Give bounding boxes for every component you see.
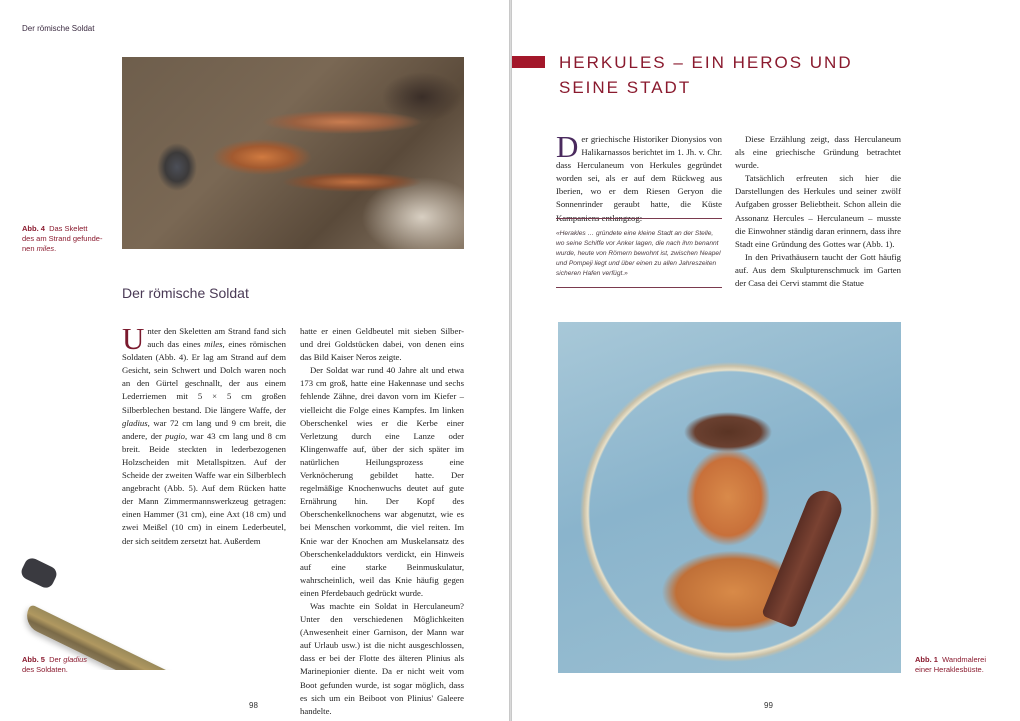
paragraph: Was machte ein Soldat in Herculaneum? Unter den verschiedenen Möglichkeiten (Anwesenheit einer Garnison, der Mann war auf Urlaub usw.) ist die nicht ausgeschlossen, dass er bei der Flotte des älteren Plinius als Marinepionier diente. Da er nicht weit vom Boot gefunden wurde, ist sogar möglich, dass es sich um ein Beiboot von Plinius' Galeere handelte. <box>300 600 464 716</box>
running-head: Der römische Soldat <box>22 24 95 33</box>
body-column-1 <box>556 129 722 225</box>
body-column-2 <box>300 325 464 718</box>
italic-term: miles <box>204 339 223 350</box>
chapter-title-line: SEINE STADT <box>559 78 692 97</box>
page-number: 99 <box>764 701 773 710</box>
paragraph <box>122 321 286 548</box>
dropcap: U <box>122 321 145 356</box>
sword-hilt <box>19 558 59 590</box>
caption-italic: miles <box>36 244 55 253</box>
body-column-1 <box>122 321 286 548</box>
pull-quote: «Herakles … gründete eine kleine Stadt an der Stelle, wo seine Schiffe vor Anker lagen, die nach ihm benannt wurde, heute von Römern bewohnt ist, zwischen Neapel und Pompeji liegt und über einen zu allen Jahreszeiten sicheren Hafen verfügt.» <box>556 218 722 288</box>
figure-caption-abb4 <box>22 224 112 254</box>
paragraph: Diese Erzählung zeigt, dass Herculaneum als eine griechische Gründung betrachtet wurde. <box>735 134 901 171</box>
paragraph: Tatsächlich erfreuten sich hier die Darstellungen des Herkules und seiner zwölf Aufgaben grosser Beliebtheit. Schon allein die Assonanz Hercules – Herculaneum – musste die Einwohner ständig daran erinnern, dass ihre Stadt eine Gründung des Gottes war (Abb. 1). <box>735 173 901 249</box>
paragraph: Der Soldat war rund 40 Jahre alt und etwa 173 cm groß, hatte eine Hakennase und sechs fehlende Zähne, drei davon vorn im Kiefer – vielleicht die Folge eines Kampfes. Im linken Oberschenkel wies er die Kerbe einer Verletzung durch eine Lanze oder Klingenwaffe auf, über der sich später im natürlichen Heilungsprozess eine Verknöcherung gebildet hatte. Der regelmäßige Knochenwuchs deutet auf gute Ernährung hin. Der Kopf des Oberschenkelknochens war abgenutzt, wie es bei Menschen vorkommt, die viel reiten. Im Knie war der Knochen am Muskelansatz des Oberschenkeladduktors verdickt, ein Hinweis auf eine starke Beinmuskulatur, wahrscheinlich, weil das Knie häufig gegen einen Pferdebauch gedrückt wurde. <box>300 365 464 598</box>
gladius-photo <box>18 558 290 670</box>
heracles-fresco <box>558 322 901 673</box>
text: er griechische Historiker Dionysios von Halikarnassos berichtet im 1. Jh. v. Chr. dass Herculaneum von Herkules gegründet worden sei, als er auf dem Rückweg aus Iberien, wo er dem Riesen Geryon die Sonnenrinder geraubt hatte, die Küste Kampaniens entlangzog: <box>556 134 722 223</box>
chapter-accent-bar <box>512 56 545 68</box>
text: , war 72 cm lang und 9 cm breit, die andere, der <box>122 417 286 441</box>
caption-text: Der <box>49 655 62 664</box>
paragraph <box>556 129 722 225</box>
caption-text: Wandmalerei <box>942 655 986 664</box>
caption-text: einer Heraklesbüste. <box>915 665 984 674</box>
skeleton-photo <box>122 57 464 249</box>
italic-term: gladius <box>122 417 148 428</box>
page-number: 98 <box>249 701 258 710</box>
figure-caption-abb5 <box>22 655 112 675</box>
figure-label: Abb. 1 <box>915 655 938 664</box>
text: , eines römischen Soldaten (Abb. 4). Er lag am Strand auf dem Gesicht, sein Schwert und Dolch waren noch an den Gürtel geschnallt, der aus einem Lederriemen mit 5 × 5 cm großen Silberblechen bestand. Die längere Waffe, der <box>122 339 286 415</box>
caption-text: des am Strand gefunde-nen <box>22 234 103 253</box>
caption-italic: gladius <box>63 655 88 664</box>
caption-text: des Soldaten. <box>22 665 68 674</box>
section-title: Der römische Soldat <box>122 285 249 301</box>
club <box>761 485 847 628</box>
chapter-title <box>559 50 853 100</box>
italic-term: pugio <box>165 430 185 441</box>
figure-label: Abb. 5 <box>22 655 45 664</box>
dropcap: D <box>556 129 579 164</box>
right-page <box>511 0 1020 721</box>
figure-caption-abb1 <box>915 655 1015 675</box>
caption-text: Das Skelett <box>49 224 88 233</box>
figure-label: Abb. 4 <box>22 224 45 233</box>
paragraph: hatte er einen Geldbeutel mit sieben Silber- und drei Goldstücken dabei, von denen eins das Bild Kaiser Neros zeigte. <box>300 326 464 363</box>
body-column-2 <box>735 133 901 290</box>
chapter-title-line: HERKULES – EIN HEROS UND <box>559 53 853 72</box>
text: nter den Skeletten am Strand fand sich auch das eines <box>147 326 286 350</box>
paragraph: In den Privathäusern taucht der Gott häufig auf. Aus dem Skulpturenschmuck im Garten der Casa dei Cervi stammt die Statue <box>735 251 901 289</box>
text: , war 43 cm lang und 8 cm breit. Beide steckten in lederbezogenen Holzscheiden mit Metallspitzen. Auf der Scheide der zweiten Waffe war ein Silberblech angebracht (Abb. 5). Auf dem Rücken hatte der Mann Zimmermannswerkzeug getragen: einen Hammer (31 cm), eine Axt (18 cm) und zwei Meißel (10 cm) in einem Lederbeutel, der sich seitdem zersetzt hat. Außerdem <box>122 430 286 546</box>
caption-text: . <box>54 244 57 253</box>
